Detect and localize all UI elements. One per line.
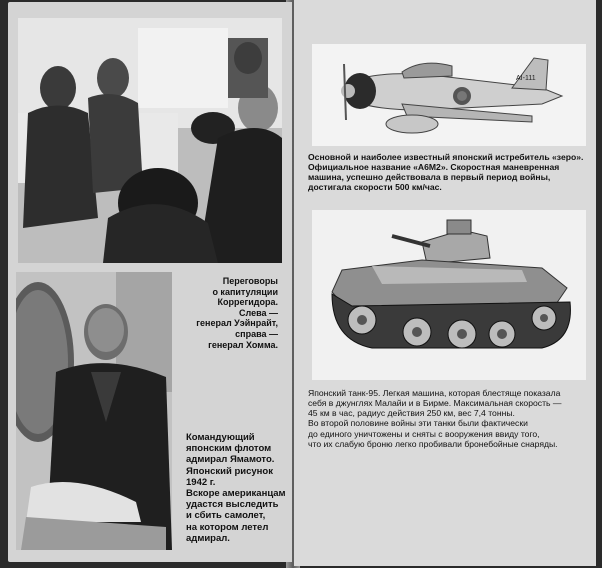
caption-line: о капитуляции: [212, 286, 278, 297]
type95-tank-illustration: [312, 210, 586, 380]
caption-line: достигала скорости 500 км/час.: [308, 182, 442, 193]
caption-line: 45 км в час, радиус действия 250 км, вес 7,4 тонны.: [308, 408, 515, 419]
caption-line: что их слабую броню легко пробивали бронебойные снаряды.: [308, 438, 558, 449]
caption-line: Вскоре американцам: [186, 488, 286, 500]
plane-marking: AI-111: [516, 75, 536, 82]
caption-yamamoto: [186, 432, 290, 544]
caption-line: Японский рисунок: [186, 465, 273, 477]
zero-fighter-illustration: [312, 44, 586, 146]
right-page: [294, 0, 596, 566]
caption-line: японским флотом: [186, 443, 272, 455]
caption-line: справа —: [235, 329, 278, 340]
caption-line: и сбить самолет,: [186, 510, 266, 522]
caption-line: генерал Хомма.: [208, 339, 278, 350]
caption-type95-tank: [308, 388, 592, 449]
negotiations-photo: [18, 18, 282, 263]
caption-line: Во второй половине войны эти танки были фактически: [308, 418, 528, 429]
caption-line: до единого уничтожены и сняты с вооружения ввиду того,: [308, 428, 540, 439]
caption-line: Командующий: [186, 432, 255, 443]
caption-line: генерал Уэйнрайт,: [196, 318, 278, 329]
caption-line: 1942 г.: [186, 476, 216, 488]
left-page: [8, 2, 292, 562]
caption-line: Коррегидора.: [217, 297, 278, 308]
caption-zero-fighter: [308, 152, 590, 193]
caption-line: Официальное название «А6М2». Скоростная маневренная: [308, 162, 560, 173]
caption-line: Слева —: [238, 307, 278, 318]
caption-line: Японский танк-95. Легкая машина, которая блестяще показала: [308, 388, 561, 398]
caption-line: машина, успешно действовала в первый период войны,: [308, 172, 551, 183]
caption-line: себя в джунглях Малайи и в Бирме. Максимальная скорость —: [308, 398, 562, 409]
caption-line: удастся выследить: [186, 499, 279, 511]
yamamoto-drawing: [16, 272, 172, 550]
caption-line: адмирал Ямамото.: [186, 454, 275, 466]
caption-line: на котором летел: [186, 521, 269, 533]
caption-line: Основной и наиболее известный японский истребитель «зеро».: [308, 152, 584, 162]
caption-line: адмирал.: [186, 532, 230, 544]
caption-line: Переговоры: [222, 276, 278, 286]
